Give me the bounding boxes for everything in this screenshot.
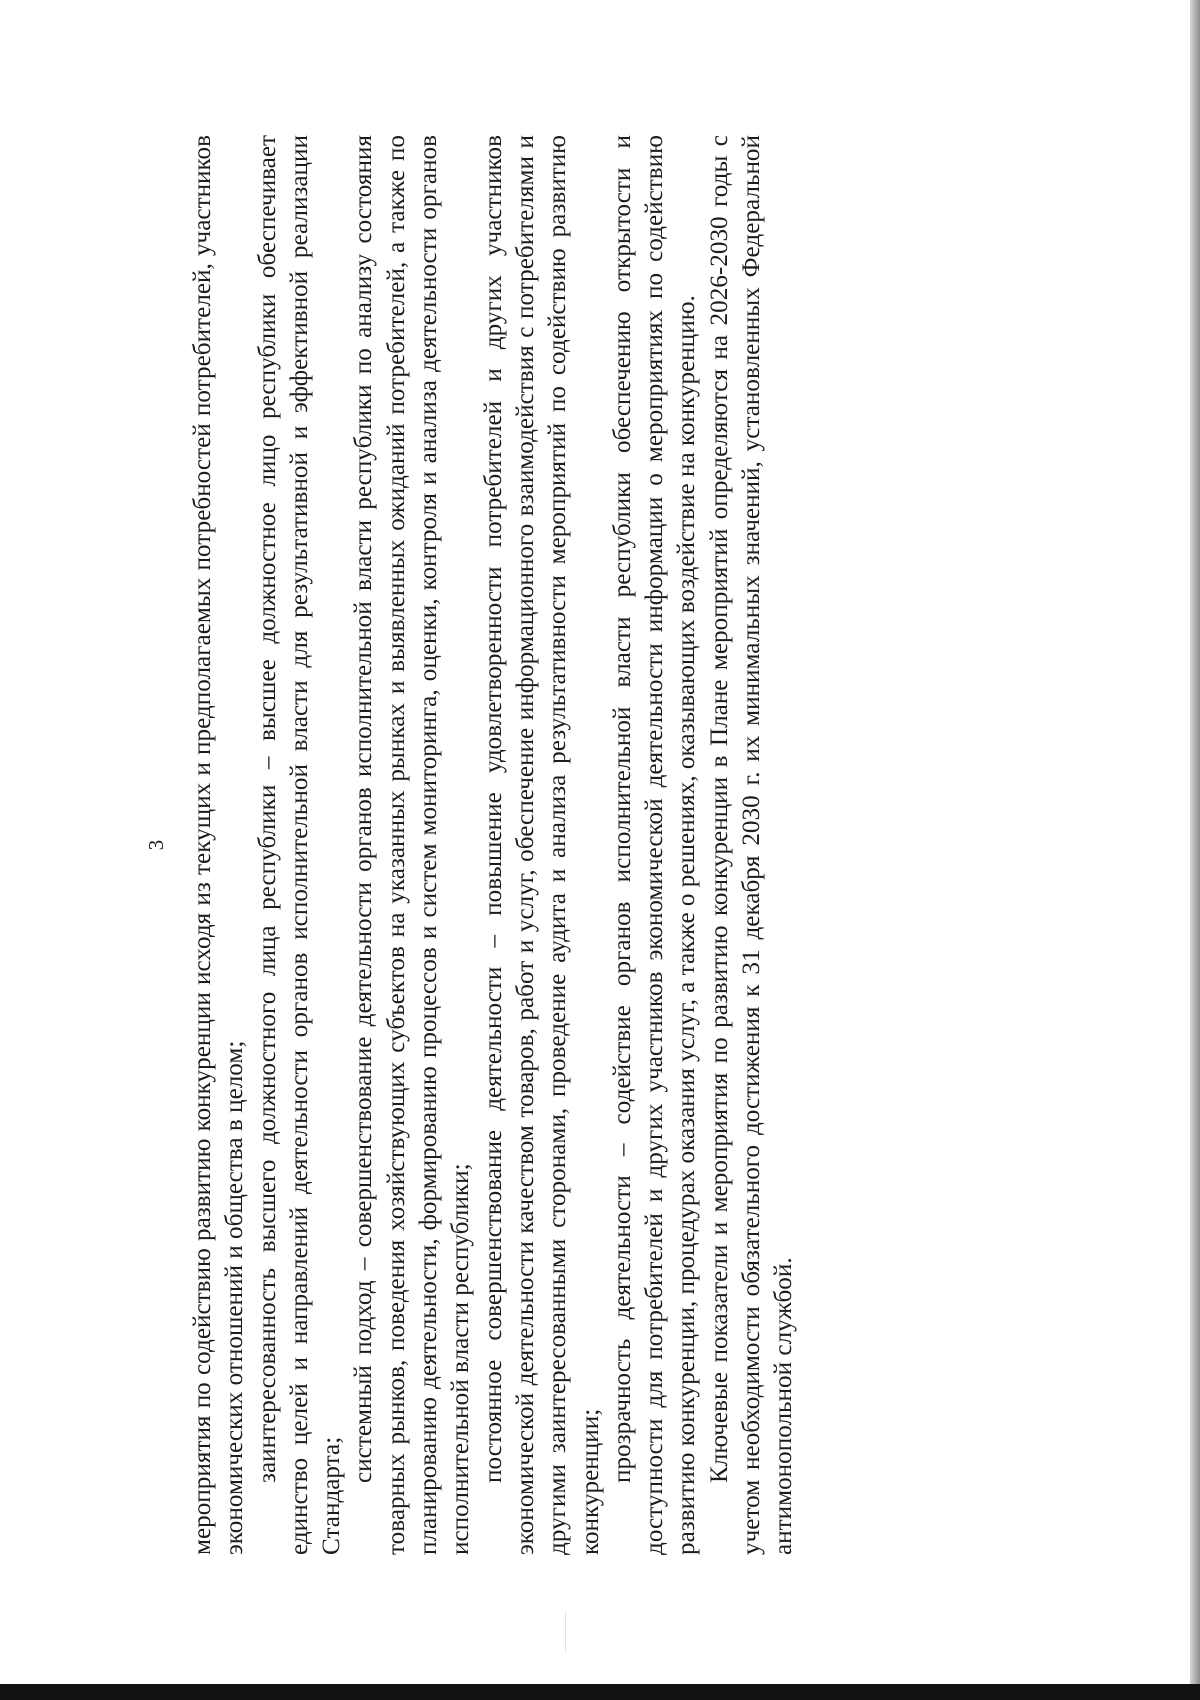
rotated-document-page — [144, 135, 798, 1555]
scan-edge-bottom — [0, 1684, 1200, 1700]
paragraph-measures: мероприятия по содействию развитию конкуренции исходя из текущих и предполагаемых потребностей потребителей, участников экономических отношений и общества в целом; — [189, 135, 249, 1555]
paragraph-leadership-interest: заинтересованность высшего должностного лица республики – высшее должностное лицо республики обеспечивает единство целей и направлений деятельности органов исполнительной власти для результативной и эффективной реализации Стандарта; — [253, 135, 346, 1555]
paragraph-transparency: прозрачность деятельности – содействие органов исполнительной власти республики обеспечению открытости и доступности для потребителей и других участников экономической деятельности информации о мероприятиях по содействию развитию конкуренции, процедурах оказания услуг, а также о решениях, оказывающих воздействие на конкуренцию. — [608, 135, 701, 1555]
paragraph-key-indicators: Ключевые показатели и мероприятия по развитию конкуренции в Плане мероприятий определяются на 2026-2030 годы с учетом необходимости обязательного достижения к 31 декабря 2030 г. их минимальных значений, установленных Федеральной антимонопольной службой. — [705, 135, 798, 1555]
document-body — [187, 135, 801, 1555]
scan-edge-right — [1190, 0, 1200, 1700]
page-number: 3 — [144, 839, 168, 851]
paragraph-system-approach: системный подход – совершенствование деятельности органов исполнительной власти республики по анализу состояния товарных рынков, поведения хозяйствующих субъектов на указанных рынках и выявленных ожиданий потребителей, а также по планированию деятельности, формированию процессов и систем мониторинга, оценки, контроля и анализа деятельности органов исполнительной власти республики; — [350, 135, 475, 1555]
paragraph-continuous-improvement: постоянное совершенствование деятельности – повышение удовлетворенности потребителей и других участников экономической деятельности качеством товаров, работ и услуг, обеспечение информационного взаимодействия с потребителями и другими заинтересованными сторонами, проведение аудита и анализа результативности мероприятий по содействию развитию конкуренции; — [479, 135, 604, 1555]
scan-artifact-line — [565, 1612, 566, 1652]
